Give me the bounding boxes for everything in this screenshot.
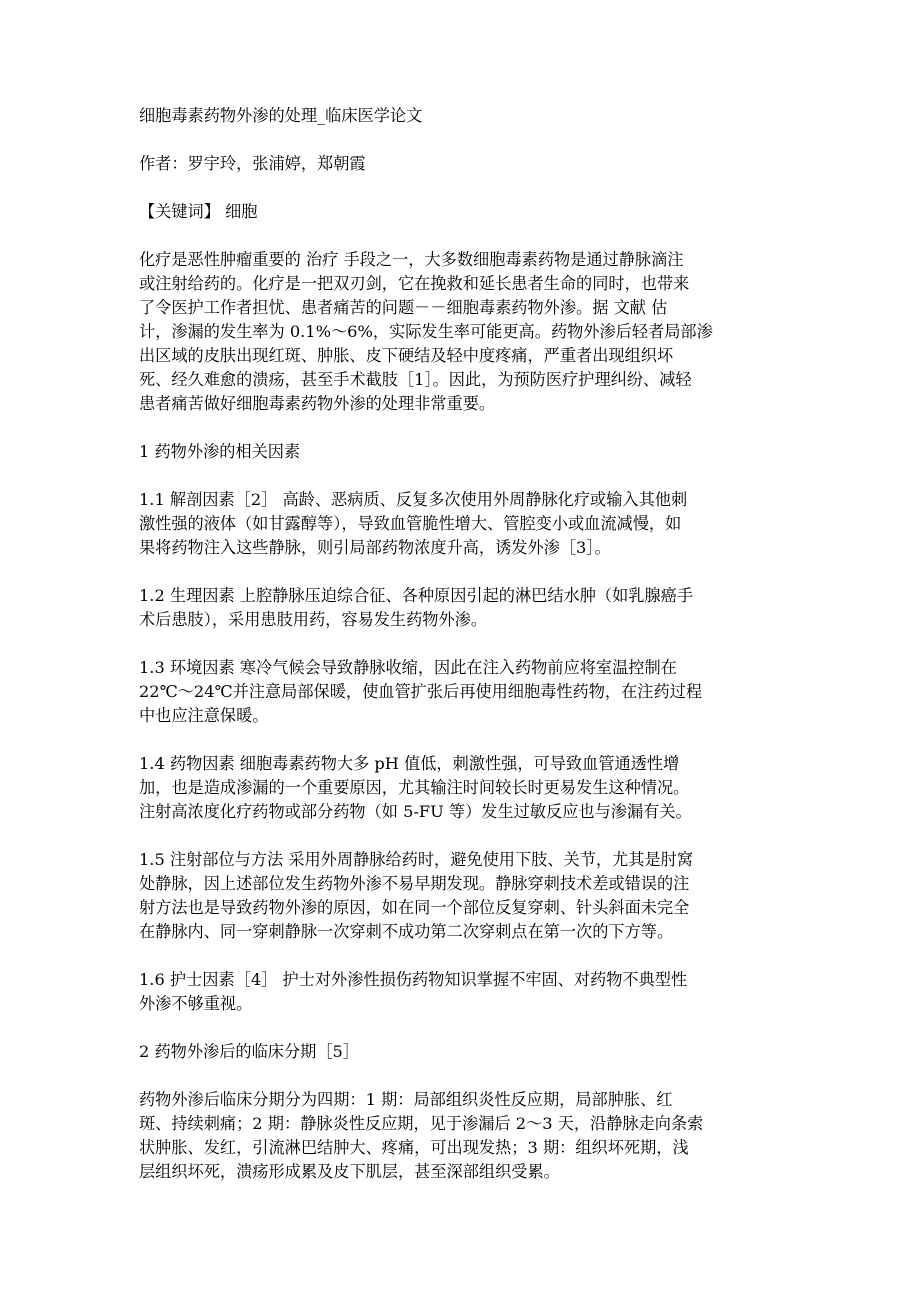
paragraph-line: 术后患肢），采用患肢用药，容易发生药物外渗。 xyxy=(139,610,488,629)
paragraph-line: 1 药物外渗的相关因素 xyxy=(139,442,301,461)
paragraph-line: 1.2 生理因素 上腔静脉压迫综合征、各种原因引起的淋巴结水肿（如乳腺癌手 xyxy=(139,586,694,605)
document-title xyxy=(139,104,782,128)
paragraph-line: 注射高浓度化疗药物或部分药物（如 5-FU 等）发生过敏反应也与渗漏有关。 xyxy=(139,802,692,821)
paragraph-line: 1.6 护士因素［4］ 护士对外渗性损伤药物知识掌握不牢固、对药物不典型性 xyxy=(139,970,688,989)
paragraph-line: 1.3 环境因素 寒冷气候会导致静脉收缩，因此在注入药物前应将室温控制在 xyxy=(139,658,677,677)
paragraph-line: 计，渗漏的发生率为 0.1%～6%，实际发生率可能更高。药物外渗后轻者局部渗 xyxy=(139,322,713,341)
paragraph xyxy=(139,440,782,464)
paragraph xyxy=(139,1040,782,1064)
paragraph xyxy=(139,1088,782,1184)
paragraph xyxy=(139,488,782,560)
paragraph-line: 死、经久难愈的溃疡，甚至手术截肢［1］。因此，为预防医疗护理纠纷、减轻 xyxy=(139,370,692,389)
paragraph-line: 或注射给药的。化疗是一把双刃剑，它在挽救和延长患者生命的同时，也带来 xyxy=(139,274,690,293)
paragraph-line: 射方法也是导致药物外渗的原因，如在同一个部位反复穿刺、针头斜面未完全 xyxy=(139,898,690,917)
title-text: 细胞毒素药物外渗的处理_临床医学论文 xyxy=(139,106,423,125)
paragraph-line: 中也应注意保暖。 xyxy=(139,706,269,725)
document-page xyxy=(139,104,782,1208)
paragraph-line: 药物外渗后临床分期分为四期：1 期：局部组织炎性反应期，局部肿胀、红 xyxy=(139,1090,673,1109)
authors-line xyxy=(139,152,782,176)
paragraph-line: 出区域的皮肤出现红斑、肿胀、皮下硬结及轻中度疼痛，严重者出现组织坏 xyxy=(139,346,674,365)
paragraph xyxy=(139,848,782,944)
paragraph xyxy=(139,584,782,632)
paragraph-line: 状肿胀、发红，引流淋巴结肿大、疼痛，可出现发热；3 期：组织坏死期，浅 xyxy=(139,1138,689,1157)
paragraph-line: 在静脉内、同一穿刺静脉一次穿刺不成功第二次穿刺点在第一次的下方等。 xyxy=(139,922,674,941)
paragraph xyxy=(139,752,782,824)
paragraph-line: 22℃～24℃并注意局部保暖，使血管扩张后再使用细胞毒性药物，在注药过程 xyxy=(139,682,703,701)
paragraph-line: 激性强的液体（如甘露醇等），导致血管脆性增大、管腔变小或血流减慢，如 xyxy=(139,514,682,533)
paragraph-line: 化疗是恶性肿瘤重要的 治疗 手段之一，大多数细胞毒素药物是通过静脉滴注 xyxy=(139,250,684,269)
paragraph-line: 层组织坏死，溃疡形成累及皮下肌层，甚至深部组织受累。 xyxy=(139,1162,560,1181)
keywords-line xyxy=(139,200,782,224)
body-paragraphs xyxy=(139,248,782,1184)
paragraph-line: 了令医护工作者担忧、患者痛苦的问题－－细胞毒素药物外渗。据 文献 估 xyxy=(139,298,668,317)
paragraph xyxy=(139,248,782,416)
paragraph-line: 外渗不够重视。 xyxy=(139,994,253,1013)
paragraph-line: 1.5 注射部位与方法 采用外周静脉给药时，避免使用下肢、关节，尤其是肘窝 xyxy=(139,850,694,869)
paragraph xyxy=(139,968,782,1016)
paragraph-line: 果将药物注入这些静脉，则引局部药物浓度升高，诱发外渗［3］。 xyxy=(139,538,611,557)
paragraph-line: 1.4 药物因素 细胞毒素药物大多 pH 值低，刺激性强，可导致血管通透性增 xyxy=(139,754,680,773)
paragraph-line: 处静脉，因上述部位发生药物外渗不易早期发现。静脉穿刺技术差或错误的注 xyxy=(139,874,690,893)
paragraph-line: 斑、持续刺痛；2 期：静脉炎性反应期，见于渗漏后 2～3 天，沿静脉走向条索 xyxy=(139,1114,704,1133)
paragraph-line: 患者痛苦做好细胞毒素药物外渗的处理非常重要。 xyxy=(139,394,496,413)
paragraph xyxy=(139,656,782,728)
paragraph-line: 加，也是造成渗漏的一个重要原因，尤其输注时间较长时更易发生这种情况。 xyxy=(139,778,690,797)
paragraph-line: 2 药物外渗后的临床分期［5］ xyxy=(139,1042,359,1061)
keywords-text: 【关键词】 细胞 xyxy=(139,202,258,221)
paragraph-line: 1.1 解剖因素［2］ 高龄、恶病质、反复多次使用外周静脉化疗或输入其他刺 xyxy=(139,490,688,509)
authors-text: 作者：罗宇玲，张浦婷，郑朝霞 xyxy=(139,154,366,173)
